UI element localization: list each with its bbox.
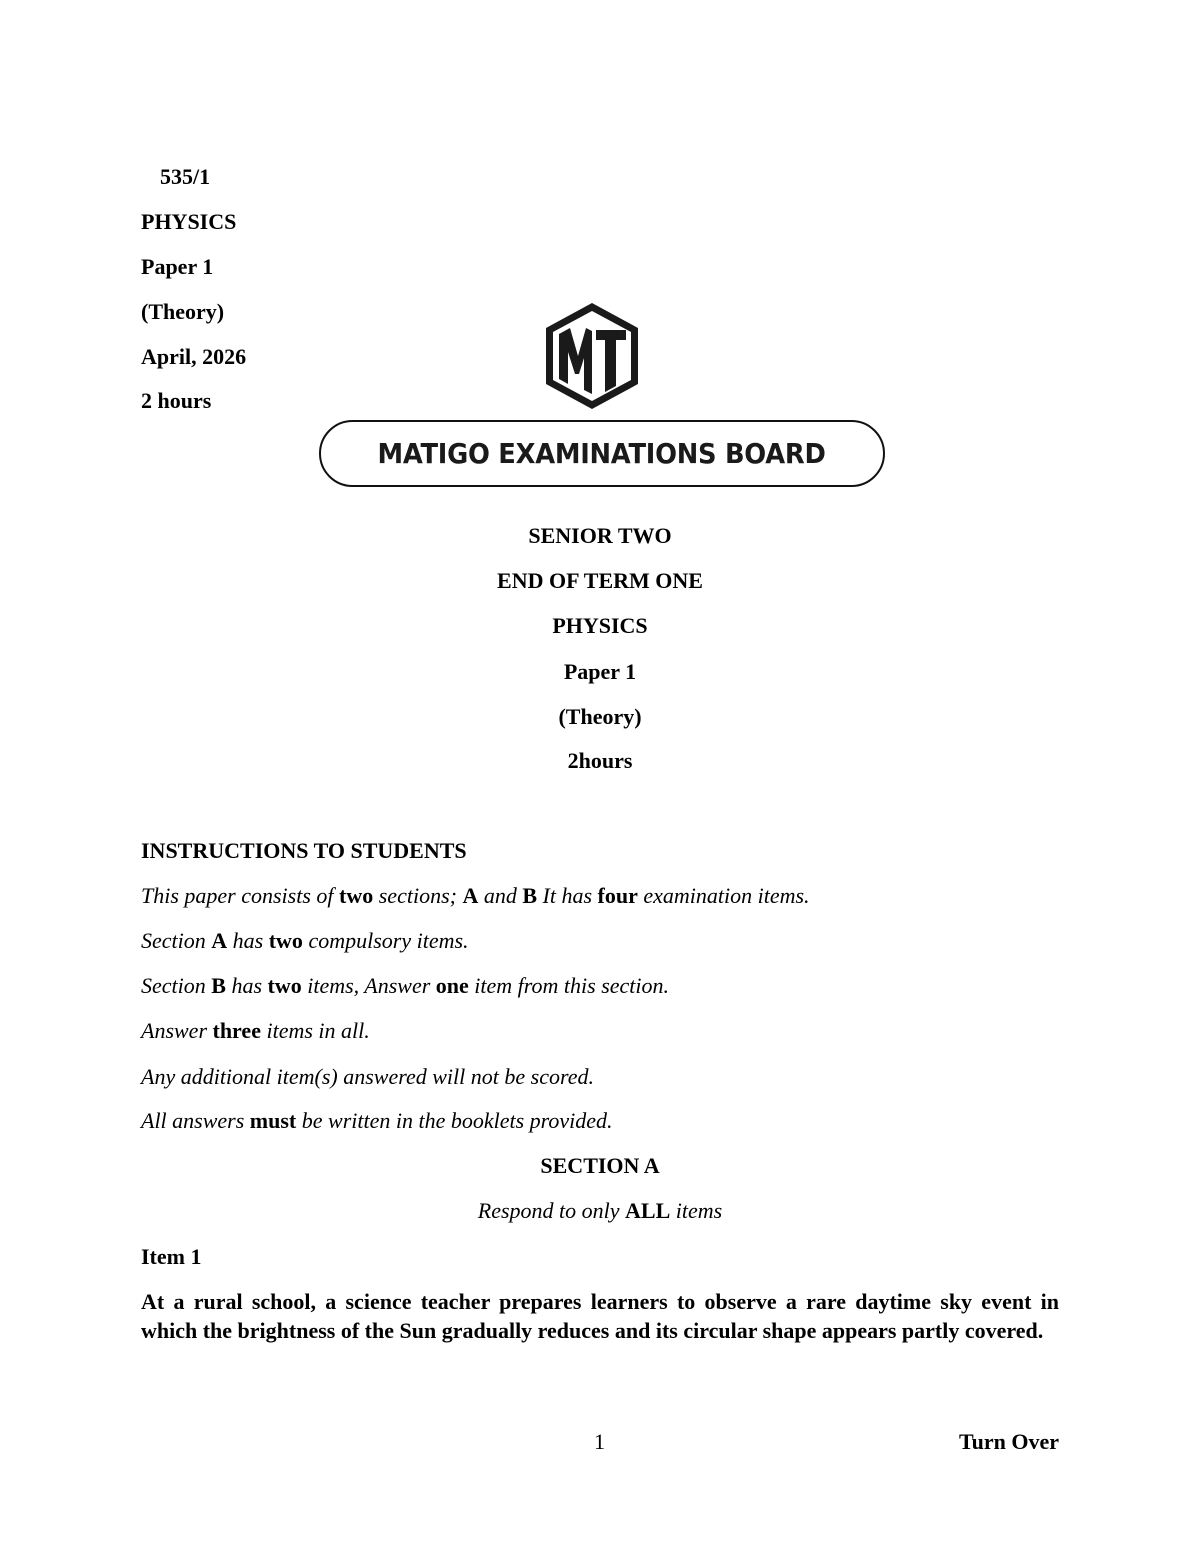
mt-logo-icon bbox=[542, 300, 642, 412]
class-title: SENIOR TWO bbox=[528, 523, 672, 548]
turn-over-label: Turn Over bbox=[958, 1429, 1059, 1454]
exam-duration: 2 hours bbox=[141, 388, 212, 413]
subject-label: PHYSICS bbox=[141, 209, 237, 234]
board-name: MATIGO EXAMINATIONS BOARD bbox=[377, 437, 827, 470]
instruction-line-1: This paper consists of two sections; A and B It has four examination items. bbox=[141, 883, 810, 908]
page-number: 1 bbox=[594, 1429, 605, 1454]
paper-label: Paper 1 bbox=[141, 254, 214, 279]
instruction-line-2: Section A has two compulsory items. bbox=[141, 928, 469, 953]
board-name-banner bbox=[319, 420, 885, 487]
item-1-label: Item 1 bbox=[141, 1244, 202, 1269]
instruction-line-6: All answers must be written in the booklets provided. bbox=[141, 1108, 613, 1133]
instructions-heading: INSTRUCTIONS TO STUDENTS bbox=[141, 838, 467, 863]
section-a-subheading: Respond to only ALL items bbox=[477, 1198, 723, 1223]
term-title: END OF TERM ONE bbox=[497, 568, 703, 593]
instruction-line-4: Answer three items in all. bbox=[141, 1018, 370, 1043]
section-a-heading: SECTION A bbox=[540, 1153, 660, 1178]
instruction-line-5: Any additional item(s) answered will not be scored. bbox=[141, 1064, 594, 1089]
type-title: (Theory) bbox=[558, 704, 642, 729]
paper-code: 535/1 bbox=[160, 164, 211, 189]
instruction-line-3: Section B has two items, Answer one item from this section. bbox=[141, 973, 670, 998]
paper-type: (Theory) bbox=[141, 299, 225, 324]
duration-title: 2hours bbox=[567, 748, 633, 773]
subject-title: PHYSICS bbox=[552, 613, 648, 638]
exam-date: April, 2026 bbox=[141, 344, 247, 369]
item-1-text: At a rural school, a science teacher prepares learners to observe a rare daytime sky event in which the brightness of the Sun gradually reduces and its circular shape appears partly covered. bbox=[141, 1289, 1059, 1343]
paper-title: Paper 1 bbox=[563, 659, 637, 684]
